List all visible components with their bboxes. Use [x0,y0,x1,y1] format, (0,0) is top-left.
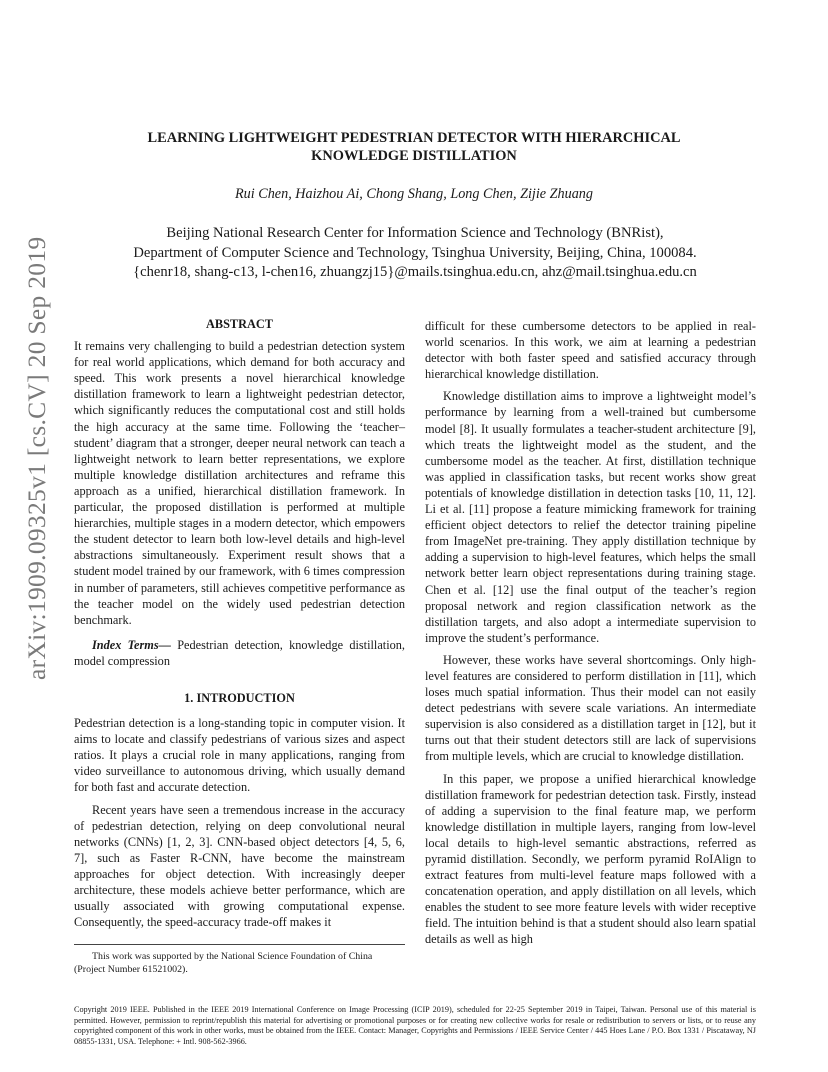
affiliation-line-1: Beijing National Research Center for Information Science and Technology (BNRist), [166,225,664,241]
funding-footnote [74,944,405,976]
affiliation-emails: {chenr18, shang-c13, l-chen16, zhuangzj15}@mails.tsinghua.edu.cn, ahz@mail.tsinghua.edu.cn [133,264,697,280]
abstract-text: It remains very challenging to build a pedestrian detection system for real world applications, which demand for both accuracy and speed. This work presents a novel hierarchical knowledge distillation framework to learn a lightweight pedestrian detector, which significantly reduces the computational cost and still holds the high accuracy at the same time. Following the ‘teacher–student’ diagram that a stronger, deeper neural network can teach a lightweight network to learn better representations, we explore multiple knowledge distillation architectures and reframe this approach as a unified, hierarchical distillation framework. In particular, the proposed distillation is performed at multiple hierarchies, multiple stages in a modern detector, which empowers the student detector to learn both low-level details and high-level abstractions simultaneously. Experiment result shows that a student model trained by our framework, with 6 times compression in number of parameters, still achieves competitive performance as the teacher model on the widely used pedestrian detection benchmark. [74,339,405,627]
intro-paragraph-2: Recent years have seen a tremendous increase in the accuracy of pedestrian detection, relying on deep convolutional neural networks (CNNs) [1, 2, 3]. CNN-based object detectors [4, 5, 6, 7], such as Faster R-CNN, have become the mainstream approaches for object detection. With increasingly deeper architecture, these models achieve better performance, which are usually associated with growing computational expense. Consequently, the speed-accuracy trade-off makes it [74,802,405,930]
introduction-heading: 1. INTRODUCTION [184,690,295,705]
copyright-notice: Copyright 2019 IEEE. Published in the IEEE 2019 International Conference on Image Processing (ICIP 2019), scheduled for 22-25 September 2019 in Taipei, Taiwan. Personal use of this material is permitted. However, permission to reprint/republish this material for advertising or promotional purposes or for creating new collective works for resale or redistribution to servers or lists, or to reuse any copyrighted component of this work in other works, must be obtained from the IEEE. Contact: Manager, Copyrights and Permissions / IEEE Service Center / 445 Hoes Lane / P.O. Box 1331 / Piscataway, NJ 08855-1331, USA. Telephone: + Intl. 908-562-3966. [74,1005,756,1046]
intro-paragraph-1: Pedestrian detection is a long-standing topic in computer vision. It aims to locate and classify pedestrians of various sizes and aspect ratios. It plays a crucial role in many applications, ranging from video surveillance to autonomous driving, which usually demand for both fast and accurate detection. [74,716,405,795]
abstract-heading: ABSTRACT [206,317,273,331]
index-terms-text: Pedestrian detection, knowledge distillation, model compression [74,637,405,668]
intro-paragraph-6: In this paper, we propose a unified hierarchical knowledge distillation framework for pedestrian detection task. Firstly, instead of adding a supervision to the final feature map, we perform knowledge distillation in multiple layers, ranging from low-level local details to high-level semantic abstractions, referred as pyramid distillation. Secondly, we perform pyramid RoIAlign to extract features from multi-level feature maps followed with a concatenation operation, and apply distillation on all levels, which enables the student to see more feature levels with wider receptive field. The intuition behind is that a student should also learn spatial details as well as high [425,771,756,947]
affiliation [60,224,770,283]
arxiv-identifier: arXiv:1909.09325v1 [cs.CV] 20 Sep 2019 [22,236,51,680]
intro-paragraph-5: However, these works have several shortcomings. Only high-level features are considered to perform distillation in [11], which loses much spatial information. Thus their model can not easily detect pedestrians with severe scale variations. An intermediate supervision is also considered as a distillation target in [12], but it turns out that their student detectors still are lack of supervisions from multiple levels, which are crucial to knowledge distillation. [425,652,756,764]
author-list: Rui Chen, Haizhou Ai, Chong Shang, Long Chen, Zijie Zhuang [235,186,593,202]
index-terms-label: Index Terms— [92,637,171,652]
title-line-2: KNOWLEDGE DISTILLATION [311,148,517,164]
affiliation-line-2: Department of Computer Science and Technology, Tsinghua University, Beijing, China, 100084. [133,244,697,261]
index-terms [74,637,405,669]
right-column [425,318,756,948]
left-column [74,316,405,930]
intro-paragraph-4: Knowledge distillation aims to improve a lightweight model’s performance by learning from a well-trained but cumbersome model [8]. It usually formulates a teacher-student architecture [9], which treats the lightweight model as the student, and the cumbersome model as the teacher. At first, distillation technique was applied in classification tasks, but recent works show great potentials of knowledge distillation in detection tasks [10, 11, 12]. Li et al. [11] propose a feature mimicking framework for training efficient object detectors to relief the detector training pipeline from ImageNet pre-training. They apply distillation technique by adding a supervision to high-level features, which helps the small network better learn object representations during training stage. Chen et al. [12] use the final output of the teacher’s region proposal network and region classification network as the distillation targets, and also adopt a intermediate supervision to improve the student’s performance. [425,389,756,645]
paper-title [74,129,754,165]
footnote-text: This work was supported by the National Science Foundation of China (Project Number 61521002). [74,951,373,975]
title-line-1: LEARNING LIGHTWEIGHT PEDESTRIAN DETECTOR WITH HIERARCHICAL [147,130,681,146]
intro-paragraph-3: difficult for these cumbersome detectors to be applied in real-world scenarios. In this work, we aim at learning a pedestrian detector with both faster speed and satisfied accuracy through hierarchical knowledge distillation. [425,319,756,382]
